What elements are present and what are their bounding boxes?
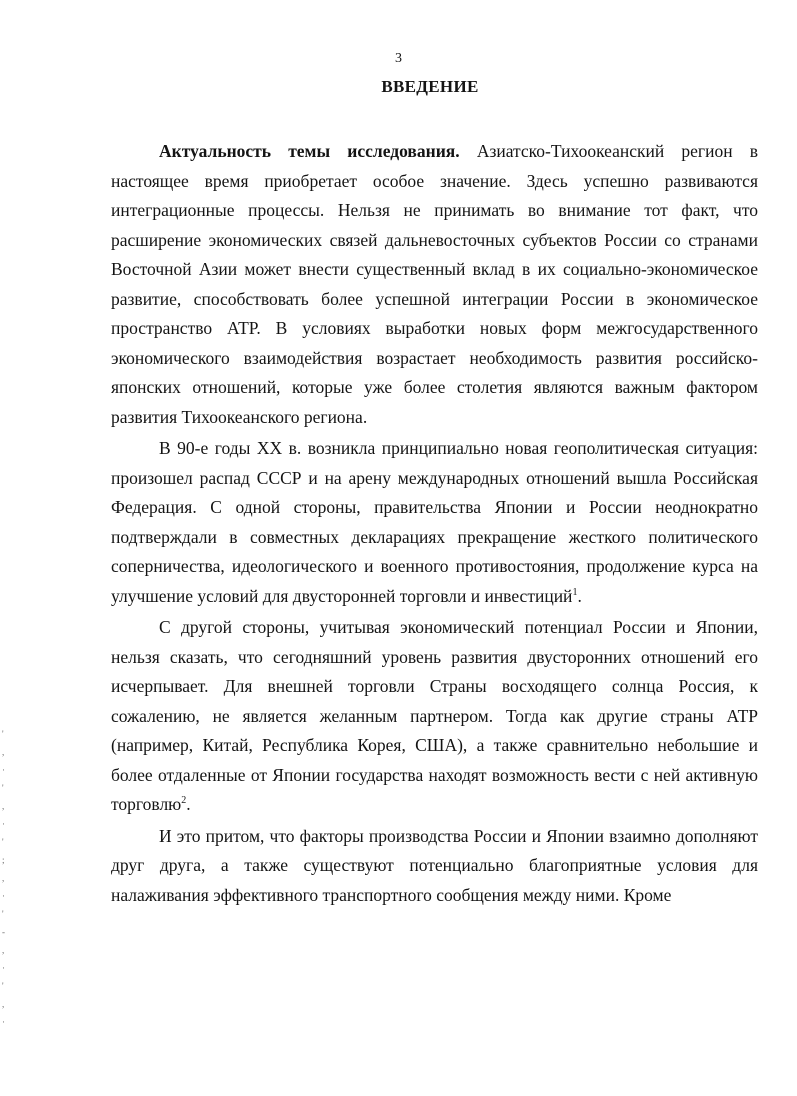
page-title: ВВЕДЕНИЕ [381,77,479,96]
paragraph-1 [111,137,758,432]
footnote-marker: 2 [181,795,187,806]
page-number: 3 [395,51,402,66]
paragraph-tail: . [577,585,582,606]
paragraph-lead: Актуальность темы исследования. [159,141,460,161]
footnote-marker: 1 [572,586,578,598]
scan-margin-marks: ' , · ' , · ' ; , · ' - , · ' , · [2,729,5,1027]
paragraph-text: В 90-е годы XX в. возникла принципиально новая геополитическая ситуация: произошел распад СССР и на арену международных отношений вышла Российская Федерация. С одной стороны, правительства Японии и России неоднократно подтверждали в совместных декларациях прекращение жесткого политического соперничества, идеологического и военного противостояния, продолжение курса на улучшение условий для двусторонней торговли и инвестиций [111,438,758,606]
paragraph-4 [111,822,758,911]
paragraph-3 [111,613,758,820]
paragraph-text: Азиатско-Тихоокеанский регион в настоящее время приобретает особое значение. Здесь успешно развиваются интеграционные процессы. Нельзя не принимать во внимание тот факт, что расширение экономических связей дальневосточных субъектов России со странами Восточной Азии может внести существенный вклад в их социально-экономическое развитие, способствовать более успешной интеграции России в экономическое пространство АТР. В условиях выработки новых форм межгосударственного экономического взаимодействия возрастает необходимость развития российско-японских отношений, которые уже более столетия являются важным фактором развития Тихоокеанского региона. [111,141,759,427]
body-text [111,137,758,912]
paragraph-text: И это притом, что факторы производства России и Японии взаимно дополняют друг друга, а также существуют потенциально благоприятные условия для налаживания эффективного транспортного сообщения между ними. Кроме [111,825,758,905]
paragraph-text: С другой стороны, учитывая экономический потенциал России и Японии, нельзя сказать, что сегодняшний уровень развития двусторонних отношений его исчерпывает. Для внешней торговли Страны восходящего солнца Россия, к сожалению, не является желанным партнером. Тогда как другие страны АТР (например, Китай, Республика Корея, США), а также сравнительно небольшие и более отдаленные от Японии государства находят возможность вести с ней активную торговлю [111,617,758,814]
paragraph-2 [111,434,758,611]
paragraph-tail: . [186,794,191,814]
